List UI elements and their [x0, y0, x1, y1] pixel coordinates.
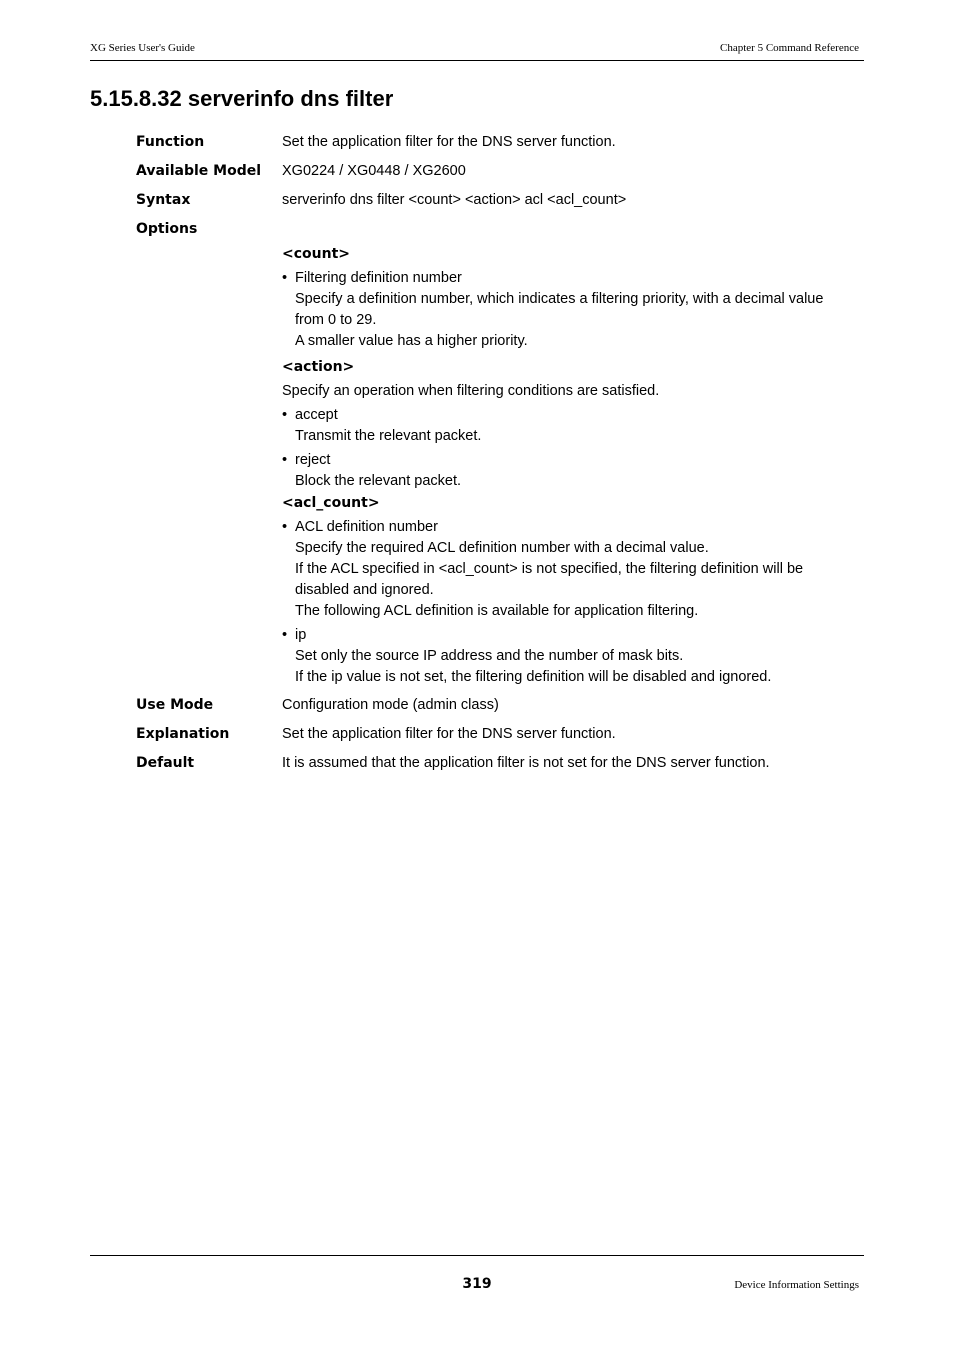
- page-footer: [90, 1255, 864, 1292]
- option-acl-count-desc-3: disabled and ignored.: [295, 582, 434, 598]
- option-action: [282, 357, 852, 492]
- option-acl-count-desc-4: The following ACL definition is available for application filtering.: [295, 603, 699, 619]
- bullet-glyph: •: [282, 407, 288, 423]
- bullet-glyph: •: [282, 627, 288, 643]
- header-chapter-title: Chapter 5 Command Reference: [720, 42, 859, 54]
- footer-section-title: Device Information Settings: [734, 1279, 859, 1291]
- option-count-bullet: [282, 268, 852, 352]
- option-count-name: <count>: [282, 246, 351, 262]
- option-count-bullet-title: Filtering definition number: [295, 270, 462, 286]
- option-count-desc-3: A smaller value has a higher priority.: [295, 333, 528, 349]
- option-action-intro: Specify an operation when filtering conditions are satisfied.: [282, 383, 660, 399]
- option-acl-count: [282, 493, 852, 688]
- options-label: Options: [136, 221, 198, 237]
- section-title: 5.15.8.32 serverinfo dns filter: [90, 86, 394, 111]
- option-action-name: <action>: [282, 359, 355, 375]
- syntax-value: serverinfo dns filter <count> <action> acl <acl_count>: [282, 192, 627, 208]
- option-acl-count-ip-title: ip: [295, 627, 307, 643]
- option-action-reject-title: reject: [295, 452, 331, 468]
- running-header: [90, 42, 864, 61]
- option-action-reject: [282, 450, 852, 492]
- bullet-glyph: •: [282, 270, 288, 286]
- syntax-label: Syntax: [136, 192, 191, 208]
- option-action-accept: [282, 405, 852, 447]
- header-guide-title: XG Series User's Guide: [90, 42, 195, 54]
- default-value: It is assumed that the application filter is not set for the DNS server function.: [282, 755, 770, 771]
- option-acl-count-name: <acl_count>: [282, 495, 380, 511]
- available-model-value: XG0224 / XG0448 / XG2600: [282, 163, 466, 179]
- bullet-glyph: •: [282, 452, 288, 468]
- option-acl-count-desc-2: If the ACL specified in <acl_count> is not specified, the filtering definition will be: [295, 561, 804, 577]
- option-action-reject-desc: Block the relevant packet.: [295, 473, 462, 489]
- option-acl-count-ip-desc-2: If the ip value is not set, the filtering definition will be disabled and ignored.: [295, 669, 772, 685]
- option-acl-count-desc-1: Specify the required ACL definition number with a decimal value.: [295, 540, 709, 556]
- use-mode-value: Configuration mode (admin class): [282, 697, 499, 713]
- explanation-label: Explanation: [136, 726, 230, 742]
- option-acl-count-ip: [282, 625, 852, 688]
- option-count-desc-1: Specify a definition number, which indicates a filtering priority, with a decimal value: [295, 291, 824, 307]
- option-acl-count-bullet-title: ACL definition number: [295, 519, 438, 535]
- explanation-value: Set the application filter for the DNS server function.: [282, 726, 616, 742]
- use-mode-label: Use Mode: [136, 697, 214, 713]
- option-action-accept-title: accept: [295, 407, 338, 423]
- function-label: Function: [136, 134, 205, 150]
- option-action-accept-desc: Transmit the relevant packet.: [295, 428, 482, 444]
- option-acl-count-bullet: [282, 517, 852, 622]
- default-label: Default: [136, 755, 195, 771]
- page-number: 319: [462, 1276, 492, 1292]
- function-value: Set the application filter for the DNS server function.: [282, 134, 616, 150]
- option-count-desc-2: from 0 to 29.: [295, 312, 377, 328]
- option-count: [282, 244, 852, 352]
- available-model-label: Available Model: [136, 163, 262, 179]
- option-acl-count-ip-desc-1: Set only the source IP address and the number of mask bits.: [295, 648, 684, 664]
- bullet-glyph: •: [282, 519, 288, 535]
